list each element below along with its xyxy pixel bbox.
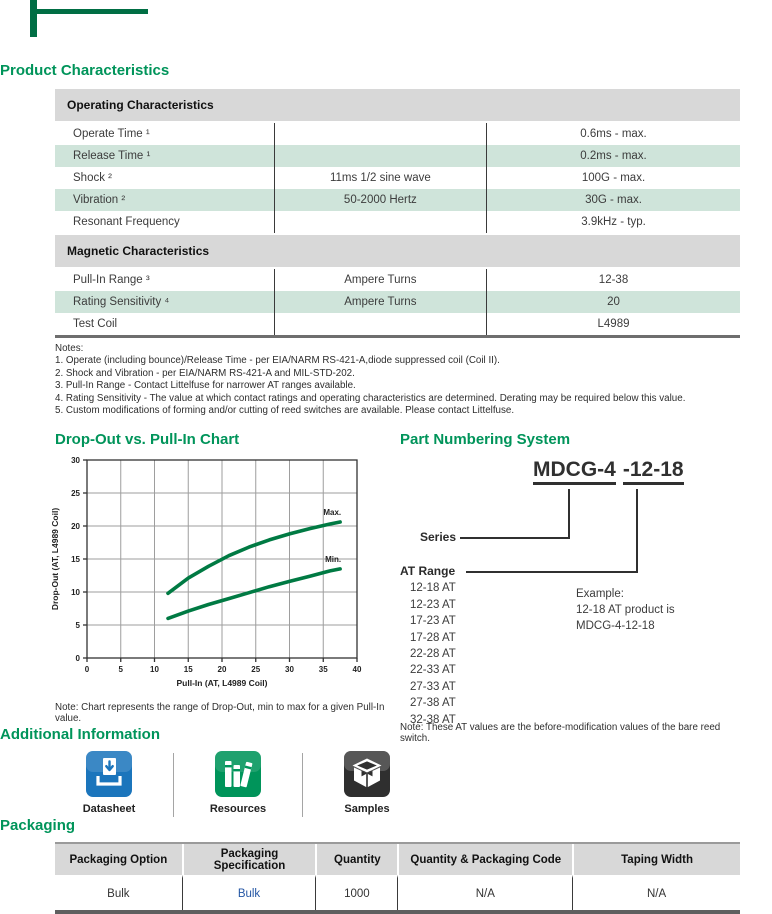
table-cell: L4989 bbox=[487, 313, 740, 337]
packaging-column-header: Taping Width bbox=[572, 844, 740, 875]
table-cell: Pull-In Range ³ bbox=[73, 274, 150, 286]
part-numbering-note: Note: These AT values are the before-modification values of the bare reed switch. bbox=[400, 722, 721, 745]
table-cell: Resonant Frequency bbox=[73, 216, 180, 228]
series-connector-horizontal bbox=[460, 537, 570, 539]
svg-text:20: 20 bbox=[217, 665, 227, 675]
note-line: 4. Rating Sensitivity - The value at which contact ratings and operating characteristics are determined. Derating may be required below this value. bbox=[55, 392, 686, 404]
table-cell: 100G - max. bbox=[487, 167, 740, 189]
part-number-at-segment: -12-18 bbox=[623, 458, 684, 485]
svg-text:25: 25 bbox=[251, 665, 261, 675]
table-cell: 30G - max. bbox=[487, 189, 740, 211]
table-row bbox=[55, 313, 740, 337]
table-row bbox=[55, 189, 740, 211]
packaging-table bbox=[55, 842, 740, 914]
svg-text:30: 30 bbox=[285, 665, 294, 675]
svg-text:15: 15 bbox=[71, 555, 80, 565]
at-range-item: 17-28 AT bbox=[410, 631, 456, 644]
page-corner-accent-vertical bbox=[30, 0, 37, 37]
note-line: 3. Pull-In Range - Contact Littelfuse for narrower AT ranges available. bbox=[55, 380, 356, 392]
example-line: 12-18 AT product is bbox=[576, 604, 675, 617]
note-line: 1. Operate (including bounce)/Release Time - per EIA/NARM RS-421-A,diode suppressed coil (Coil II). bbox=[55, 355, 500, 367]
packaging-column-header: Quantity & Packaging Code bbox=[397, 844, 572, 875]
packaging-cell: Bulk bbox=[55, 875, 182, 910]
svg-text:5: 5 bbox=[75, 621, 80, 631]
table-cell: Shock ² bbox=[73, 172, 112, 184]
table-cell bbox=[274, 313, 486, 337]
notes-block bbox=[55, 343, 772, 417]
at-range-item: 12-18 AT bbox=[410, 582, 456, 595]
table-cell: 3.9kHz - typ. bbox=[487, 211, 740, 234]
at-range-item: 22-28 AT bbox=[410, 648, 456, 661]
packaging-cell: 1000 bbox=[315, 875, 397, 910]
svg-text:10: 10 bbox=[150, 665, 159, 675]
at-range-item: 27-33 AT bbox=[410, 680, 456, 693]
note-line: 5. Custom modifications of forming and/or cutting of reed switches are available. Please contact Littelfuse. bbox=[55, 405, 515, 417]
part-number bbox=[533, 458, 684, 482]
table-cell: 11ms 1/2 sine wave bbox=[274, 167, 486, 189]
datasheet-download-icon bbox=[86, 751, 132, 797]
resources-books-icon bbox=[215, 751, 261, 797]
packaging-column-header: Packaging Option bbox=[55, 844, 182, 875]
svg-text:20: 20 bbox=[71, 522, 80, 532]
table-row bbox=[55, 167, 740, 189]
chart-note: Note: Chart represents the range of Drop-Out, min to max for a given Pull-In value. bbox=[55, 702, 385, 725]
at-range-item: 22-33 AT bbox=[410, 664, 456, 677]
packaging-column-header: Packaging Specification bbox=[182, 844, 316, 875]
at-range-list bbox=[410, 580, 456, 728]
series-label: Series bbox=[419, 530, 456, 545]
table-cell: Test Coil bbox=[73, 318, 118, 330]
table-cell: Ampere Turns bbox=[274, 268, 486, 291]
datasheet-button[interactable] bbox=[55, 751, 163, 815]
svg-text:25: 25 bbox=[71, 489, 80, 499]
at-range-item: 32-38 AT bbox=[410, 713, 456, 726]
section-header: Magnetic Characteristics bbox=[55, 234, 740, 268]
samples-label: Samples bbox=[344, 803, 390, 816]
table-cell: 0.2ms - max. bbox=[487, 145, 740, 167]
at-range-item: 17-23 AT bbox=[410, 615, 456, 628]
table-cell bbox=[274, 122, 486, 145]
additional-info-row bbox=[55, 751, 772, 817]
chart-section bbox=[50, 431, 400, 726]
page-corner-accent-horizontal bbox=[30, 9, 148, 14]
table-row bbox=[55, 145, 740, 167]
at-range-item: 12-23 AT bbox=[410, 598, 456, 611]
svg-text:0: 0 bbox=[84, 665, 90, 675]
svg-text:40: 40 bbox=[352, 665, 362, 675]
divider bbox=[173, 753, 174, 817]
part-number-series-segment: MDCG-4 bbox=[533, 458, 616, 485]
packaging-row bbox=[55, 875, 740, 910]
table-cell: Release Time ¹ bbox=[55, 145, 274, 167]
table-cell bbox=[274, 211, 486, 234]
table-cell: 0.6ms - max. bbox=[487, 122, 740, 145]
svg-text:10: 10 bbox=[71, 588, 80, 598]
section-header: Operating Characteristics bbox=[55, 88, 740, 122]
packaging-cell: N/A bbox=[572, 875, 740, 910]
table-cell: Vibration ² bbox=[55, 189, 274, 211]
section-header-row bbox=[55, 88, 740, 122]
part-number-example bbox=[576, 586, 675, 634]
svg-text:0: 0 bbox=[75, 654, 80, 664]
table-cell: Operate Time ¹ bbox=[73, 128, 150, 140]
samples-box-icon bbox=[344, 751, 390, 797]
table-row bbox=[55, 122, 740, 145]
table-cell: Ampere Turns bbox=[274, 291, 486, 313]
notes-label: Notes: bbox=[55, 343, 84, 354]
at-range-label: AT Range bbox=[400, 564, 456, 579]
table-row bbox=[55, 291, 740, 313]
table-cell bbox=[274, 145, 486, 167]
additional-information-title: Additional Information bbox=[0, 726, 160, 744]
product-characteristics-title: Product Characteristics bbox=[0, 62, 170, 79]
section-header-row bbox=[55, 234, 740, 268]
part-numbering-title: Part Numbering System bbox=[400, 431, 571, 449]
svg-text:30: 30 bbox=[71, 456, 80, 466]
svg-text:15: 15 bbox=[183, 665, 193, 675]
svg-text:Pull-In (AT, L4989 Coil): Pull-In (AT, L4989 Coil) bbox=[176, 678, 268, 689]
packaging-header-row bbox=[55, 844, 740, 875]
resources-button[interactable] bbox=[184, 751, 292, 815]
example-line: MDCG-4-12-18 bbox=[576, 620, 655, 633]
table-row bbox=[55, 268, 740, 291]
chart-title: Drop-Out vs. Pull-In Chart bbox=[55, 431, 240, 449]
dropout-vs-pullin-chart bbox=[47, 448, 367, 700]
svg-text:35: 35 bbox=[318, 665, 328, 675]
svg-text:Max.: Max. bbox=[323, 508, 342, 518]
samples-button[interactable] bbox=[313, 751, 421, 815]
svg-text:5: 5 bbox=[118, 665, 123, 675]
part-numbering-diagram bbox=[400, 458, 745, 745]
packaging-column-header: Quantity bbox=[315, 844, 397, 875]
table-cell: 50-2000 Hertz bbox=[274, 189, 486, 211]
table-cell: Rating Sensitivity ⁴ bbox=[55, 291, 274, 313]
at-range-connector-vertical bbox=[636, 489, 638, 573]
table-cell: 12-38 bbox=[487, 268, 740, 291]
example-line: Example: bbox=[576, 588, 624, 601]
series-connector-vertical bbox=[568, 489, 570, 539]
datasheet-label: Datasheet bbox=[82, 803, 136, 816]
at-range-connector-horizontal bbox=[466, 571, 638, 573]
svg-text:Drop-Out (AT, L4989 Coil): Drop-Out (AT, L4989 Coil) bbox=[50, 508, 60, 611]
packaging-title: Packaging bbox=[0, 817, 76, 835]
table-cell: 20 bbox=[487, 291, 740, 313]
part-numbering-section bbox=[400, 431, 745, 745]
packaging-cell[interactable]: Bulk bbox=[182, 875, 316, 910]
table-row bbox=[55, 211, 740, 234]
divider bbox=[302, 753, 303, 817]
packaging-cell: N/A bbox=[397, 875, 572, 910]
resources-label: Resources bbox=[209, 803, 267, 816]
svg-text:Min.: Min. bbox=[325, 555, 342, 565]
at-range-item: 27-38 AT bbox=[410, 697, 456, 710]
product-characteristics-table bbox=[55, 87, 740, 338]
note-line: 2. Shock and Vibration - per EIA/NARM RS-421-A and MIL-STD-202. bbox=[55, 367, 355, 379]
